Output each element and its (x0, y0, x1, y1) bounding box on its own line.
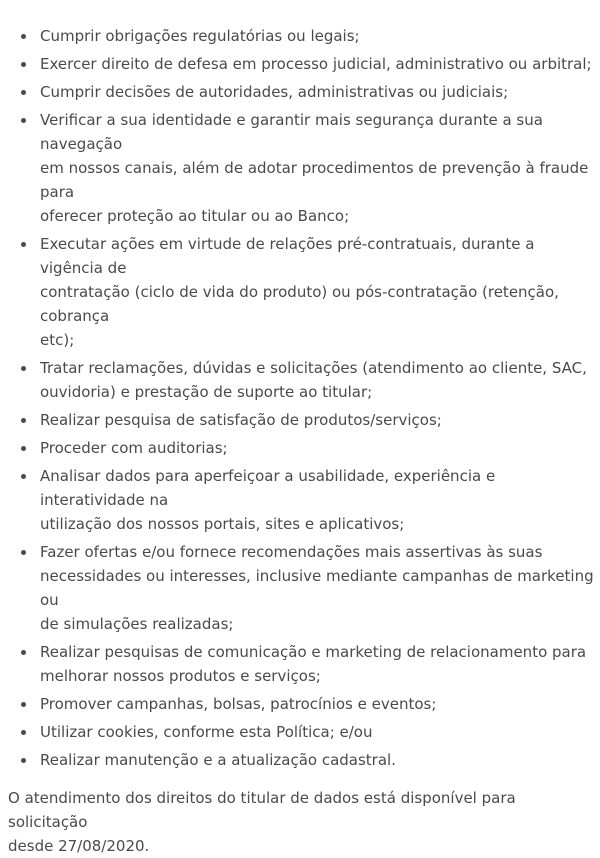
list-item-text: Realizar pesquisas de comunicação e marketing de relacionamento para melhorar nossos produtos e serviços; (40, 643, 587, 685)
list-item (40, 232, 600, 352)
bullet-icon (21, 34, 26, 39)
list-item-text: Utilizar cookies, conforme esta Política; e/ou (40, 723, 373, 741)
list-item (40, 356, 600, 404)
list-item-text: Tratar reclamações, dúvidas e solicitações (atendimento ao cliente, SAC, ouvidoria) e prestação de suporte ao titular; (40, 359, 587, 401)
bullet-icon (21, 118, 26, 123)
bullet-icon (21, 90, 26, 95)
list-item (40, 52, 600, 76)
bullet-icon (21, 702, 26, 707)
data-rights-notice: O atendimento dos direitos do titular de dados está disponível para solicitação desde 27/08/2020. (8, 789, 516, 855)
bullet-icon (21, 650, 26, 655)
bullet-icon (21, 446, 26, 451)
list-item (40, 24, 600, 48)
list-item-text: Fazer ofertas e/ou fornece recomendações mais assertivas às suas necessidades ou interesses, inclusive mediante campanhas de marketing ou de simulações realizadas; (40, 543, 594, 633)
list-item (40, 464, 600, 536)
list-item (40, 720, 600, 744)
list-item-text: Analisar dados para aperfeiçoar a usabilidade, experiência e interatividade na utilização dos nossos portais, sites e aplicativos; (40, 467, 496, 533)
bullet-icon (21, 474, 26, 479)
list-item-text: Proceder com auditorias; (40, 439, 228, 457)
bullet-icon (21, 242, 26, 247)
list-item (40, 108, 600, 228)
list-item-text: Realizar pesquisa de satisfação de produtos/serviços; (40, 411, 442, 429)
list-item (40, 436, 600, 460)
bullet-icon (21, 366, 26, 371)
list-item (40, 748, 600, 772)
list-item-text: Exercer direito de defesa em processo judicial, administrativo ou arbitral; (40, 55, 592, 73)
list-item-text: Cumprir obrigações regulatórias ou legais; (40, 27, 360, 45)
list-item-text: Verificar a sua identidade e garantir mais segurança durante a sua navegação em nossos canais, além de adotar procedimentos de prevenção à fraude para oferecer proteção ao titular ou ao Banco; (40, 111, 589, 225)
bullet-icon (21, 550, 26, 555)
bullet-icon (21, 62, 26, 67)
purposes-list (8, 24, 600, 772)
list-item-text: Promover campanhas, bolsas, patrocínios e eventos; (40, 695, 437, 713)
list-item-text: Realizar manutenção e a atualização cadastral. (40, 751, 396, 769)
list-item (40, 692, 600, 716)
bullet-icon (21, 730, 26, 735)
list-item (40, 540, 600, 636)
list-item-text: Cumprir decisões de autoridades, administrativas ou judiciais; (40, 83, 509, 101)
list-item (40, 408, 600, 432)
bullet-icon (21, 418, 26, 423)
list-item (40, 640, 600, 688)
list-item-text: Executar ações em virtude de relações pré-contratuais, durante a vigência de contratação (ciclo de vida do produto) ou pós-contratação (retenção, cobrança etc); (40, 235, 559, 349)
list-item (40, 80, 600, 104)
bullet-icon (21, 758, 26, 763)
